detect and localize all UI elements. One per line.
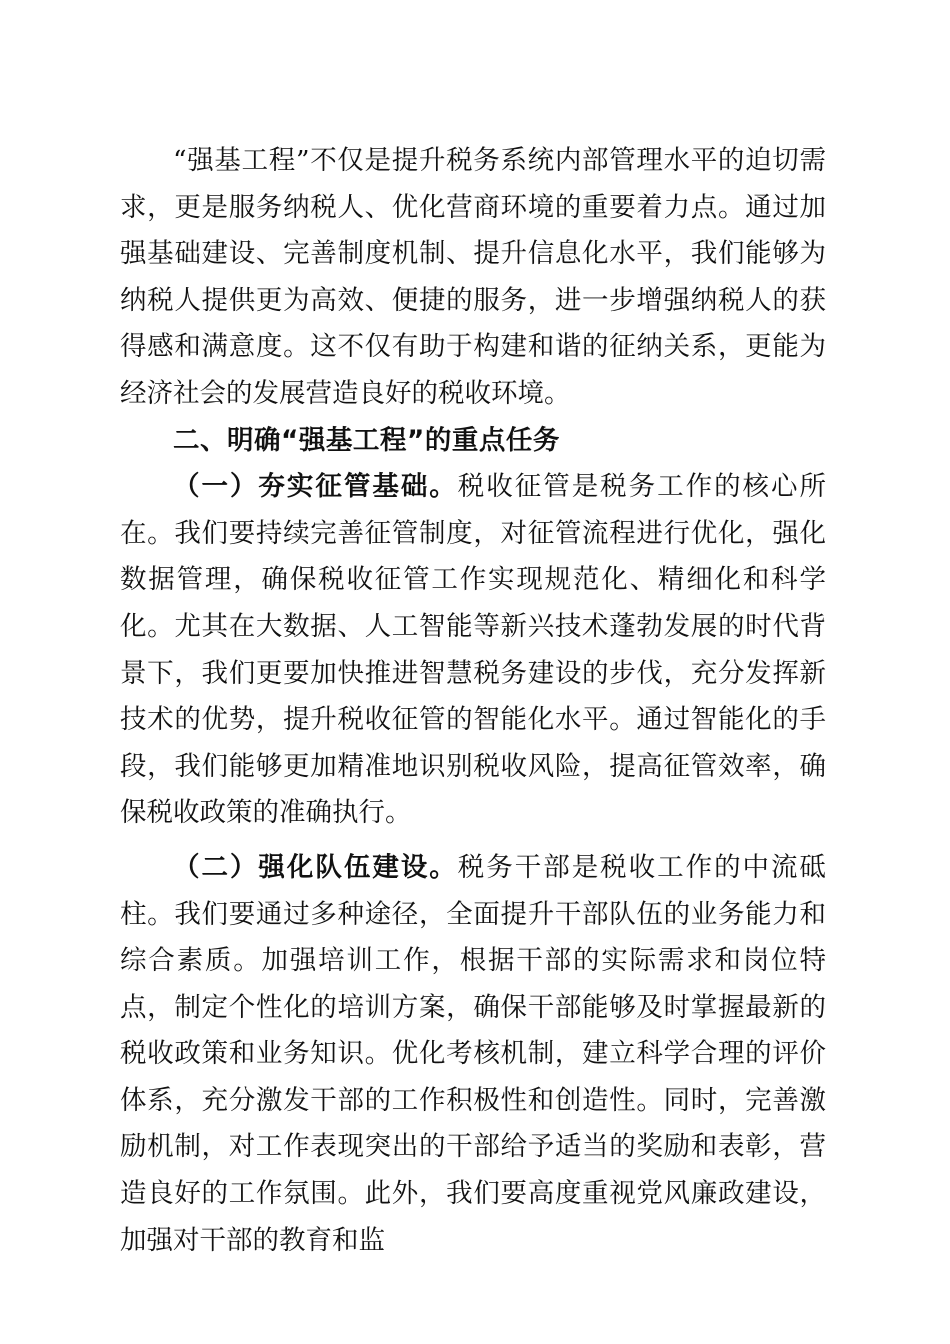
- subsection-title-team-building: （二）强化队伍建设。: [173, 851, 458, 883]
- subsection-body-consolidate-collection: 税收征管是税务工作的核心所在。我们要持续完善征管制度，对征管流程进行优化，强化数据管理，确保税收征管工作实现规范化、精细化和科学化。尤其在大数据、人工智能等新兴技术蓬勃发展的时代背景下，我们更要加快推进智慧税务建设的步伐，充分发挥新技术的优势，提升税收征管的智能化水平。通过智能化的手段，我们能够更加精准地识别税收风险，提高征管效率，确保税收政策的准确执行。: [120, 471, 827, 829]
- paragraph-strong-foundation-significance: “强基工程”不仅是提升税务系统内部管理水平的迫切需求，更是服务纳税人、优化营商环境的重要着力点。通过加强基础建设、完善制度机制、提升信息化水平，我们能够为纳税人提供更为高效、便捷的服务，进一步增强纳税人的获得感和满意度。这不仅有助于构建和谐的征纳关系，更能为经济社会的发展营造良好的税收环境。: [120, 145, 826, 409]
- subsection-body-team-building: 税务干部是税收工作的中流砥柱。我们要通过多种途径，全面提升干部队伍的业务能力和综合素质。加强培训工作，根据干部的实际需求和岗位特点，制定个性化的培训方案，确保干部能够及时掌握最新的税收政策和业务知识。优化考核机制，建立科学合理的评价体系，充分激发干部的工作积极性和创造性。同时，完善激励机制，对工作表现突出的干部给予适当的奖励和表彰，营造良好的工作氛围。此外，我们要高度重视党风廉政建设，加强对干部的教育和监: [120, 851, 827, 1256]
- paragraph-team-building: [120, 845, 826, 1264]
- subsection-title-consolidate-collection: （一）夯实征管基础。: [173, 471, 458, 503]
- paragraph-consolidate-collection: [120, 464, 826, 837]
- section-heading-key-tasks: 二、明确“强基工程”的重点任务: [173, 424, 560, 456]
- paragraph-spacer: [120, 837, 826, 845]
- document-page: [120, 138, 826, 1264]
